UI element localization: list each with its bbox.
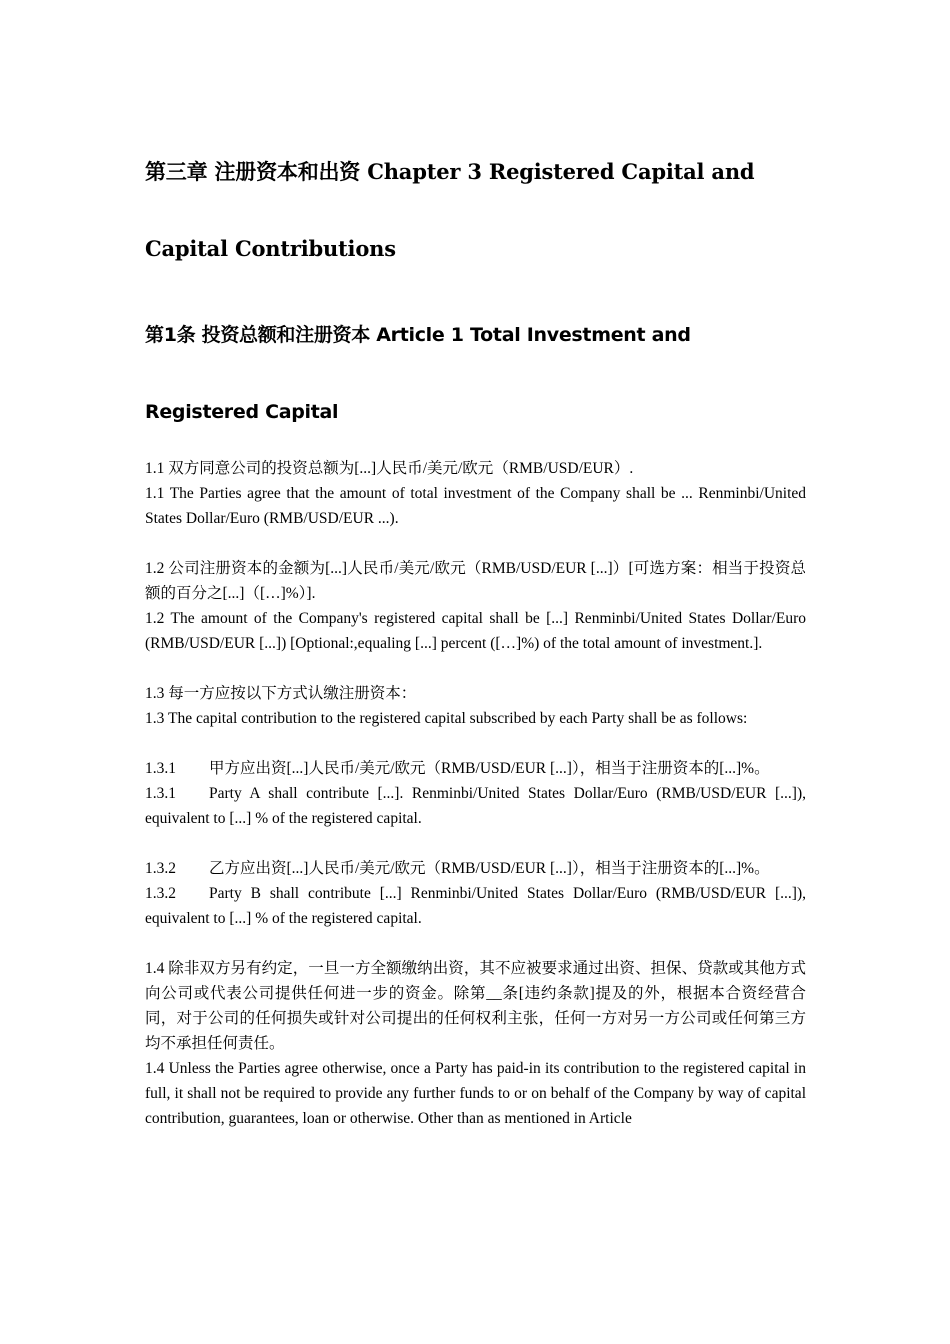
- clause-1-2-english: 1.2 The amount of the Company's registered capital shall be [...] Renminbi/United States Dollar/Euro (RMB/USD/EUR [...]) [Optional:,equaling [...] percent ([…]%) of the total amount of investment.].: [145, 610, 806, 652]
- clause-number: 1.3.1: [145, 785, 176, 802]
- clause-1-1-chinese: 1.1 双方同意公司的投资总额为[...]人民币/美元/欧元（RMB/USD/EUR）.: [145, 460, 634, 477]
- clause-text: Party A shall contribute [...]. Renminbi/United States Dollar/Euro (RMB/USD/EUR [...]), equivalent to [...] % of the registered capital.: [145, 785, 806, 827]
- clause-text: Party B shall contribute [...] Renminbi/United States Dollar/Euro (RMB/USD/EUR [...]), equivalent to [...] % of the registered capital.: [145, 885, 806, 927]
- clause-number: 1.3.2: [145, 885, 176, 902]
- clause-1-1-english: 1.1 The Parties agree that the amount of total investment of the Company shall be ... Renminbi/United States Dollar/Euro (RMB/USD/EUR ...).: [145, 485, 806, 527]
- clause-1-3-2-chinese: [145, 856, 806, 881]
- clause-1-3-english: 1.3 The capital contribution to the registered capital subscribed by each Party shall be as follows:: [145, 710, 748, 727]
- chapter-heading: 第三章 注册资本和出资 Chapter 3 Registered Capital and Capital Contributions: [145, 159, 755, 261]
- clause-1-3-chinese: 1.3 每一方应按以下方式认缴注册资本：: [145, 685, 417, 702]
- clause-1-3-2-english: [145, 881, 806, 931]
- clause-number: 1.3.2: [145, 860, 176, 877]
- clause-1-4-english: 1.4 Unless the Parties agree otherwise, once a Party has paid-in its contribution to the registered capital in full, it shall not be required to provide any further funds to or on behalf of the Company by way of capital contribution, guarantees, loan or otherwise. Other than as mentioned in Article: [145, 1060, 806, 1127]
- clause-text: 甲方应出资[...]人民币/美元/欧元（RMB/USD/EUR [...]），相当于注册资本的[...]%。: [209, 760, 770, 777]
- clause-1-2-chinese: 1.2 公司注册资本的金额为[...]人民币/美元/欧元（RMB/USD/EUR [...]）[可选方案：相当于投资总额的百分之[...]（[…]%）].: [145, 560, 806, 602]
- clause-text: 乙方应出资[...]人民币/美元/欧元（RMB/USD/EUR [...]），相当于注册资本的[...]%。: [209, 860, 770, 877]
- article-heading: 第1条 投资总额和注册资本 Article 1 Total Investment and Registered Capital: [145, 324, 691, 423]
- document-page: [145, 0, 806, 1344]
- clause-1-3-1-chinese: [145, 756, 806, 781]
- clause-1-4-chinese: 1.4 除非双方另有约定，一旦一方全额缴纳出资，其不应被要求通过出资、担保、贷款或其他方式向公司或代表公司提供任何进一步的资金。除第__条[违约条款]提及的外，根据本合资经营合同，对于公司的任何损失或针对公司提出的任何权利主张，任何一方对另一方公司或任何第三方均不承担任何责任。: [145, 960, 806, 1052]
- clause-1-3-1-english: [145, 781, 806, 831]
- clause-number: 1.3.1: [145, 760, 176, 777]
- document-body: [145, 456, 806, 1131]
